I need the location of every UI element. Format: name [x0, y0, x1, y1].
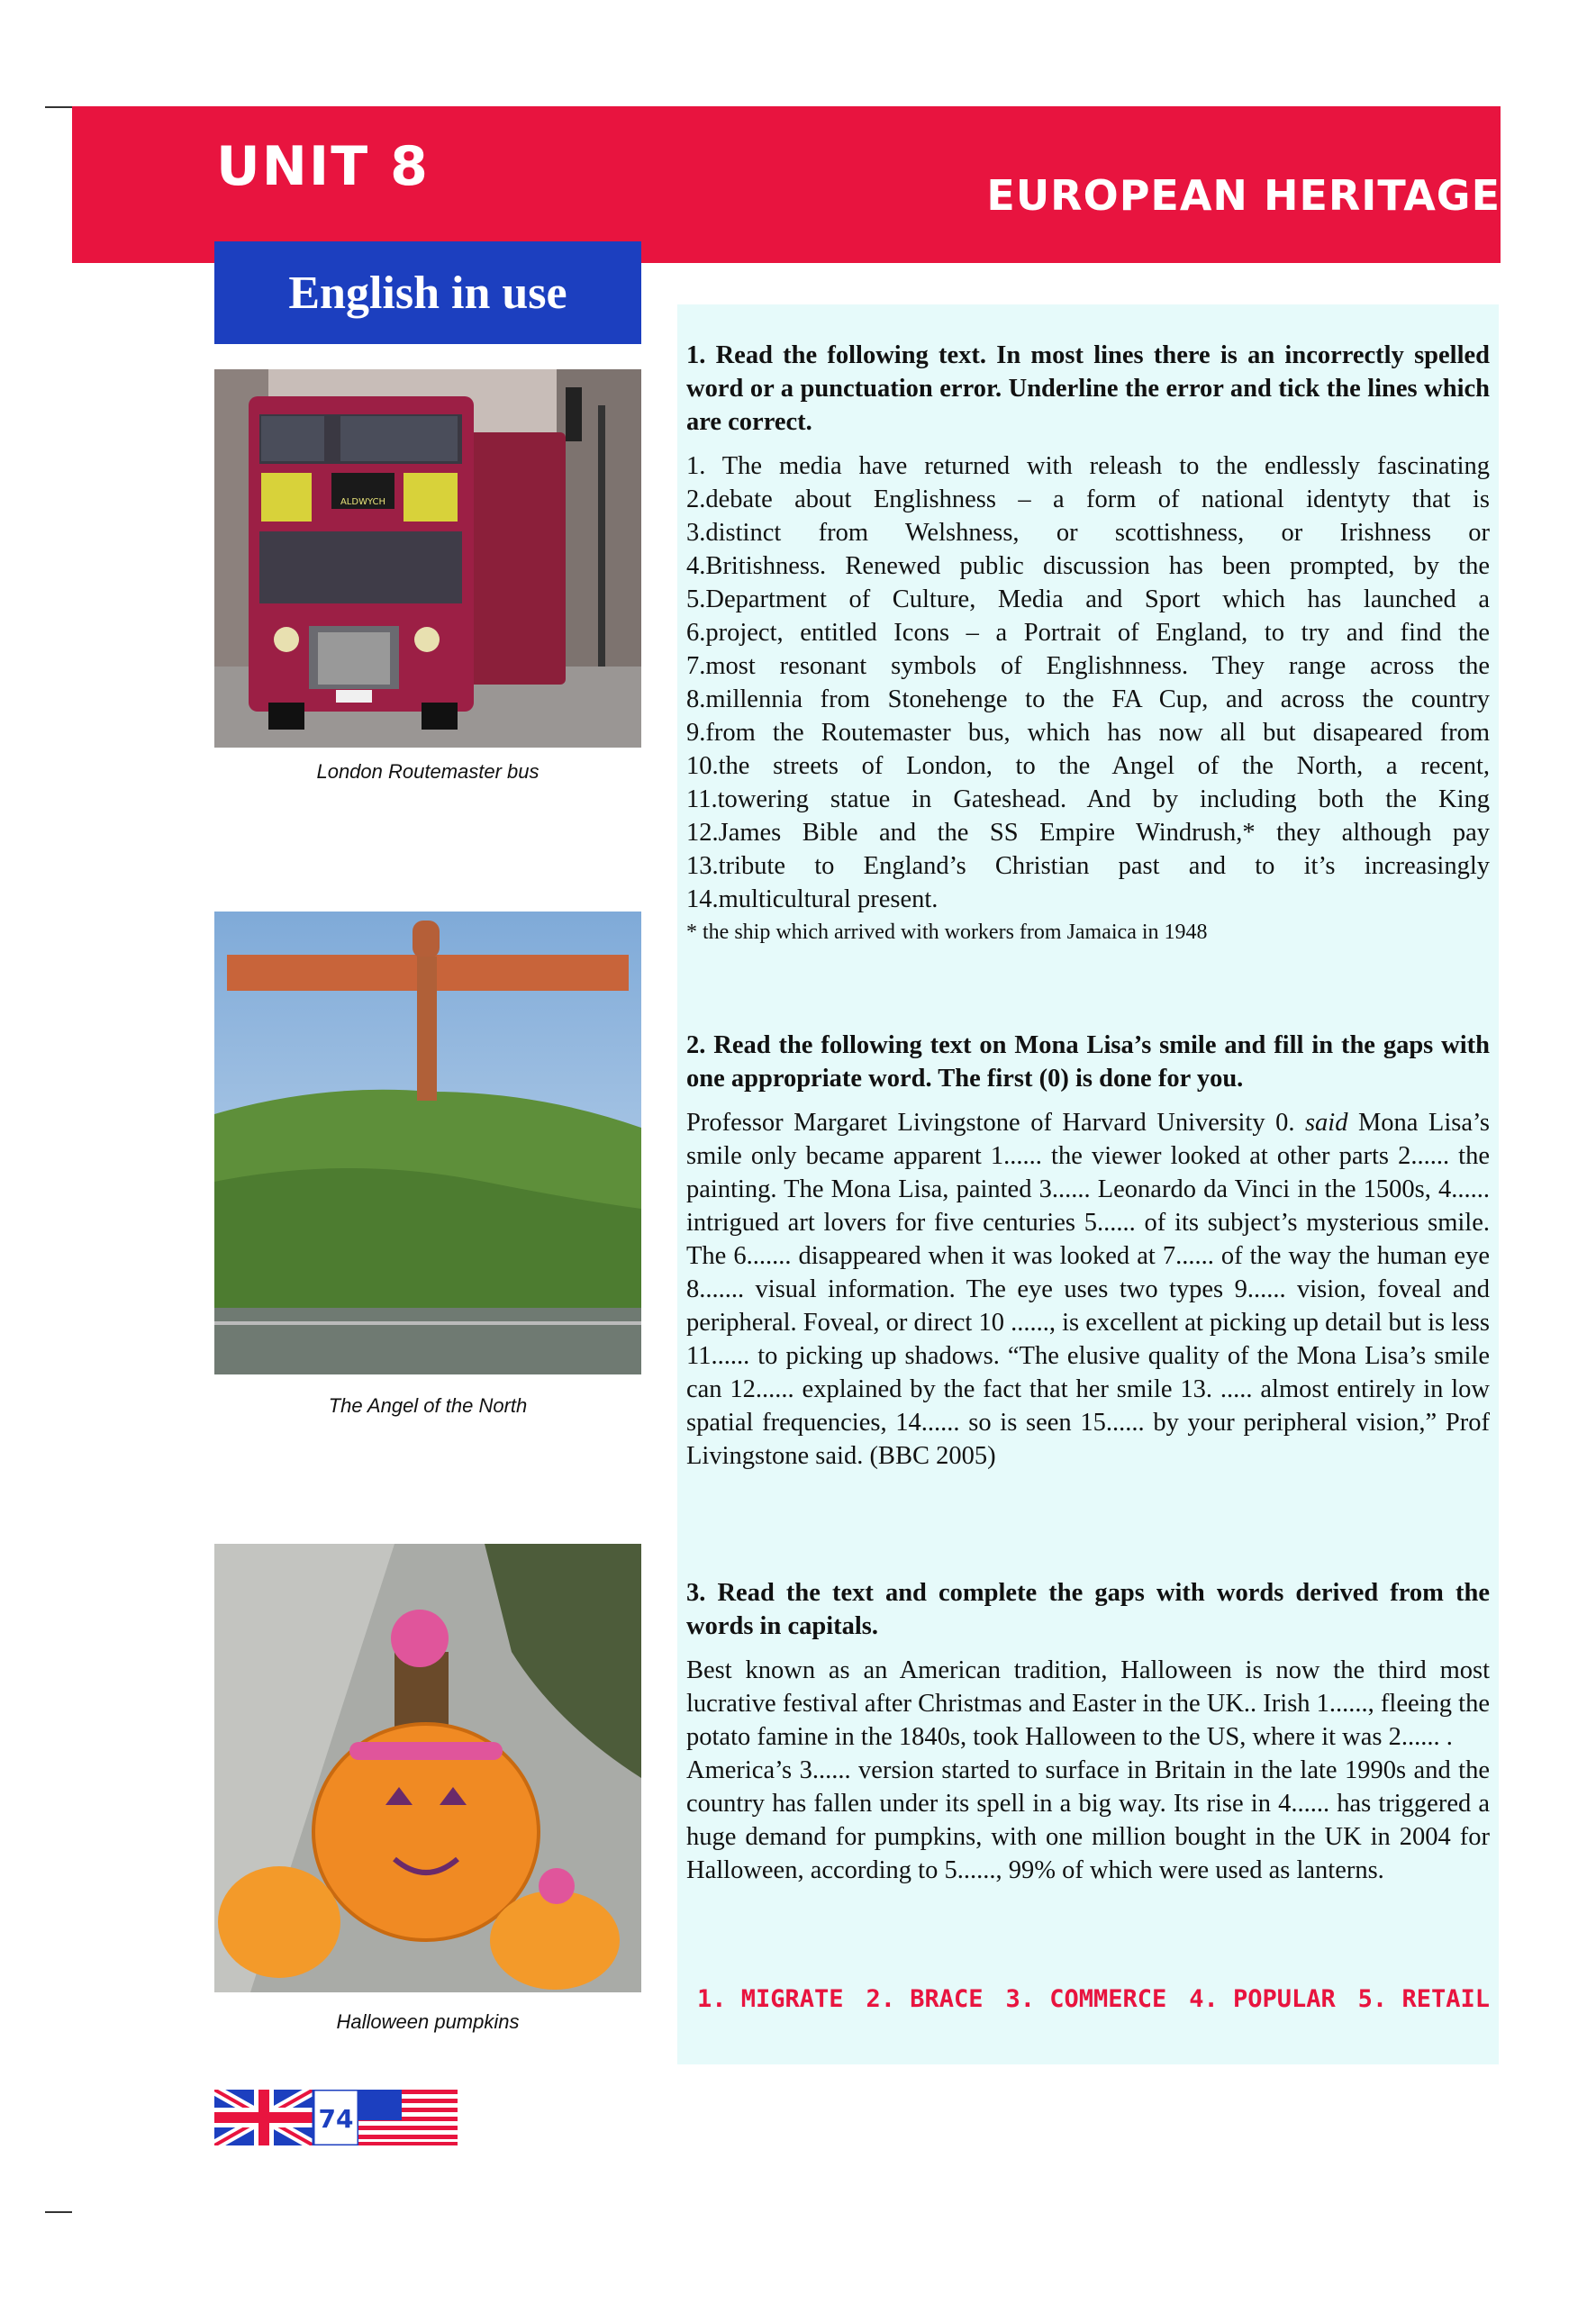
word-item: 3. COMMERCE	[1005, 1985, 1167, 2013]
text-line: 6.project, entitled Icons – a Portrait of England, to try and find the	[686, 619, 1490, 647]
word-item: 4. POPULAR	[1189, 1985, 1336, 2013]
text-line: 5.Department of Culture, Media and Sport which has launched a	[686, 585, 1490, 613]
exercise-3-instruction: 3. Read the text and complete the gaps with words derived from the words in capitals.	[686, 1579, 1490, 1640]
uk-flag-icon	[214, 2090, 313, 2145]
page-number-box	[214, 2090, 458, 2145]
text-line: 7.most resonant symbols of Englishnness. They range across the	[686, 652, 1490, 680]
text-line: 11.towering statue in Gateshead. And by including both the King	[686, 785, 1490, 813]
exercise-3-paragraph-2: America’s 3...... version started to surface in Britain in the late 1990s and the country has fallen under its spell in a big way. Its rise in 4...... has triggered a huge demand for pumpkins, with one million bought in the UK in 2004 for Halloween, according to 5......, 99% of which were used as lanterns.	[686, 1756, 1490, 1884]
text-line: 10.the streets of London, to the Angel of the North, a recent,	[686, 752, 1490, 780]
bus-photo	[214, 369, 641, 748]
text-line: 3.distinct from Welshness, or scottishness, or Irishness or	[686, 519, 1490, 547]
text-line: 4.Britishness. Renewed public discussion has been prompted, by the	[686, 552, 1490, 580]
section-title: English in use	[214, 241, 641, 344]
exercise-2	[686, 1029, 1490, 1473]
photo-caption-bus: London Routemaster bus	[316, 760, 540, 783]
exercise-3	[686, 1576, 1490, 1887]
text-line: 8.millennia from Stonehenge to the FA Cup, and across the country	[686, 685, 1490, 713]
text-line: 2.debate about Englishness – a form of national identyty that is	[686, 485, 1490, 513]
footnote: * the ship which arrived with workers from Jamaica in 1948	[686, 921, 1208, 944]
text-part: Mona Lisa’s smile only became apparent 1...... the viewer looked at other parts 2...... the painting. The Mona Lisa, painted 3...... Leonardo da Vinci in the 1500s, 4...... intrigued art lovers for five centuries 5...... of its subject’s mysterious smile. The 6....... disappeared when it was looked at 7...... of the way the human eye 8....... visual information. The eye uses two types 9...... vision, foveal and peripheral. Foveal, or direct 10 ......, is excellent at picking up detail but is less 11...... to picking up shadows. “The elusive quality of the Mona Lisa’s smile can 12...... explained by the fact that her smile 13. ..... almost entirely in low spatial frequencies, 14...... so is seen 15...... by your peripheral vision,” Prof Livingstone said. (BBC 2005)	[686, 1109, 1490, 1470]
exercise-3-paragraph-1: Best known as an American tradition, Halloween is now the third most lucrative festival after Christmas and Easter in the UK.. Irish 1......, fleeing the potato famine in the 1840s, took Halloween to the US, where it was 2...... .	[686, 1656, 1490, 1751]
page-number: 74	[318, 2104, 354, 2134]
text-line: 14.multicultural present.	[686, 885, 939, 913]
exercise-1-text	[686, 449, 1490, 916]
crop-mark-top	[45, 106, 72, 108]
crop-mark-bottom	[45, 2211, 72, 2213]
unit-number: UNIT 8	[216, 135, 430, 198]
word-item: 5. RETAIL	[1357, 1985, 1490, 2013]
photo-caption-pumpkins: Halloween pumpkins	[336, 2010, 520, 2033]
angel-statue-photo	[214, 912, 641, 1374]
photo-caption-angel: The Angel of the North	[328, 1394, 528, 1417]
text-line: 1. The media have returned with releash to the endlessly fascinating	[686, 452, 1490, 480]
exercise-1-instruction: 1. Read the following text. In most lines there is an incorrectly spelled word or a punctuation error. Underline the error and tick the lines which are correct.	[686, 341, 1490, 436]
word-item: 1. MIGRATE	[697, 1985, 844, 2013]
text-line: 12.James Bible and the SS Empire Windrush,* they although pay	[686, 819, 1490, 847]
word-item: 2. BRACE	[866, 1985, 984, 2013]
text-line: 13.tribute to England’s Christian past and to it’s increasingly	[686, 852, 1490, 880]
exercise-2-instruction: 2. Read the following text on Mona Lisa’s smile and fill in the gaps with one appropriate word. The first (0) is done for you.	[686, 1031, 1490, 1093]
us-flag-icon	[358, 2090, 458, 2145]
text-line: 9.from the Routemaster bus, which has now all but disapeared from	[686, 719, 1490, 747]
unit-title: EUROPEAN HERITAGE	[986, 171, 1501, 220]
bus-destination-label: ALDWYCH	[340, 497, 386, 507]
text-part: Professor Margaret Livingstone of Harvard University 0.	[686, 1109, 1305, 1137]
exercise-1	[686, 339, 1490, 949]
exercise-2-text	[686, 1106, 1490, 1473]
example-answer: said	[1304, 1109, 1348, 1137]
pumpkins-photo	[214, 1544, 641, 1992]
word-list	[697, 1985, 1490, 2013]
